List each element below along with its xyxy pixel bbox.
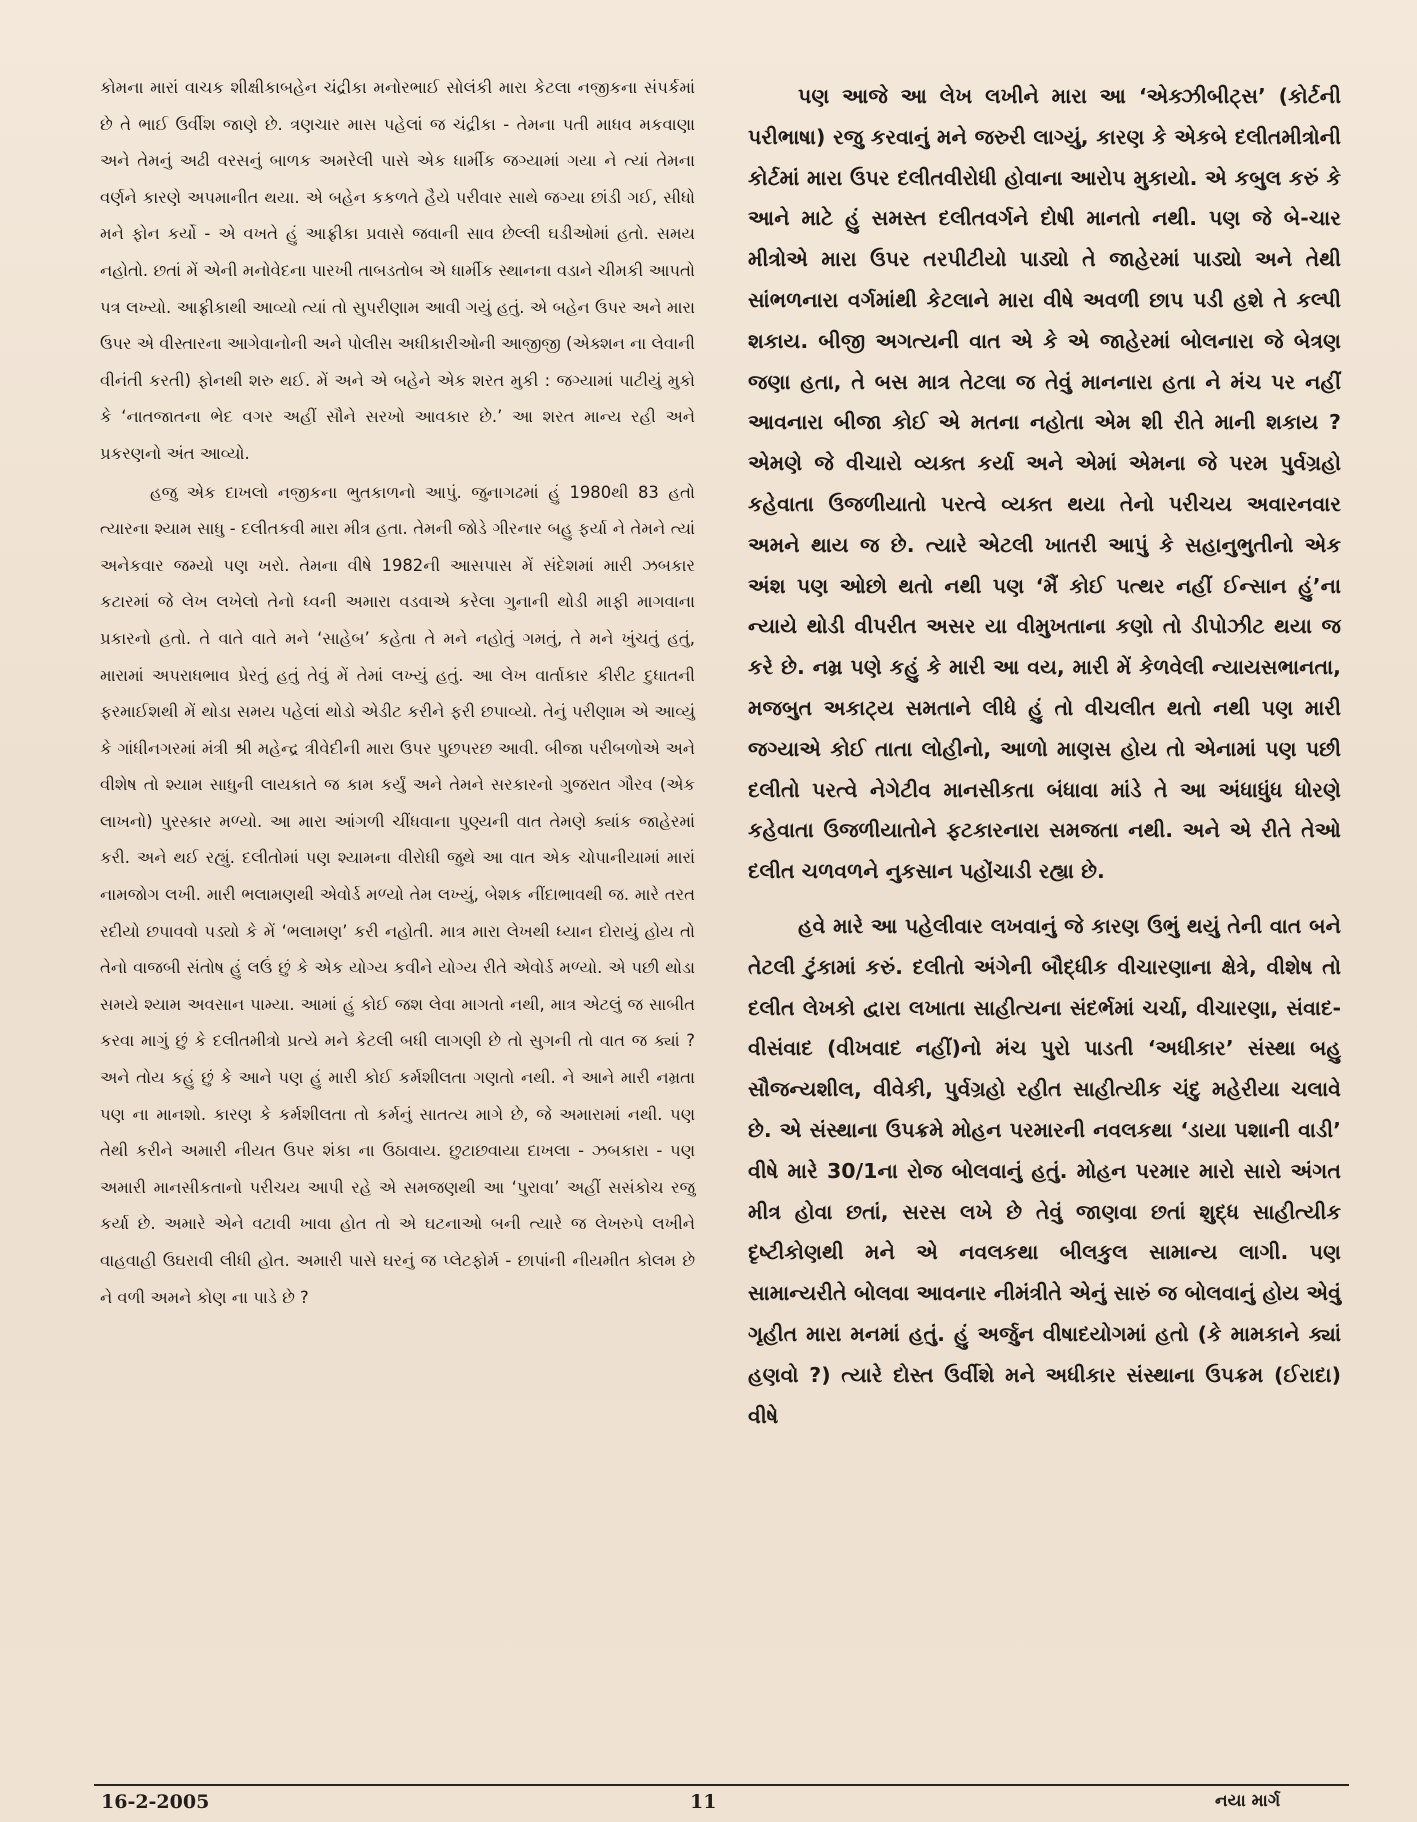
footer-rule — [94, 1784, 1349, 1786]
left-paragraph-1: કોમના મારાં વાચક શીક્ષીકાબહેન ચંદ્રીકા મનોરભાઈ સોલંકી મારા કેટલા નજીકના સંપર્કમાં છે તે ભાઈ ઉર્વીશ જાણે છે. ત્રણચાર માસ પહેલાં જ ચંદ્રીકા - તેમના પતી માધવ મકવાણા અને તેમનું અઢી વરસનું બાળક અમરેલી પાસે એક ધાર્મીક જગ્યામાં ગયા ને ત્યાં તેમના વર્ણને કારણે અપમાનીત થયા. એ બહેન કકળતે હૈયે પરીવાર સાથે જગ્યા છાંડી ગઈ, સીધો મને ફોન કર્યો - એ વખતે હું આફ્રીકા પ્રવાસે જવાની સાવ છેલ્લી ઘડીઓમાં હતો. સમય નહોતો. છતાં મેં એની મનોવેદના પારખી તાબડતોબ એ ધાર્મીક સ્થાનના વડાને ચીમકી આપતો પત્ર લખ્યો. આફ્રીકાથી આવ્યો ત્યાં તો સુપરીણામ આવી ગયું હતું. એ બહેન ઉપર અને મારા ઉપર એ વીસ્તારના આગેવાનોની અને પોલીસ અધીકારીઓની આજીજી (એક્શન ના લેવાની વીનંતી કરતી) ફોનથી શરુ થઈ. મેં અને એ બહેને એક શરત મુકી : જગ્યામાં પાટીયું મુકો કે ‘નાતજાતના ભેદ વગર અહીં સૌને સરખો આવકાર છે.’ આ શરત માન્ય રહી અને પ્રકરણનો અંત આવ્યો. — [100, 78, 695, 463]
left-paragraph-2: હજુ એક દાખલો નજીકના ભુતકાળનો આપું. જુનાગઢમાં હું 1980થી 83 હતો ત્યારના શ્યામ સાધુ - દલીતકવી મારા મીત્ર હતા. તેમની જોડે ગીરનાર બહુ ફર્યા ને તેમને ત્યાં અનેકવાર જમ્યો પણ ખરો. તેમના વીષે 1982ની આસપાસ મેં સંદેશમાં મારી ઝબકાર કટારમાં જે લેખ લખેલો તેનો ધ્વની અમારા વડવાએ કરેલા ગુનાની થોડી માફી માગવાના પ્રકારનો હતો. તે વાતે વાતે મને ‘સાહેબ’ કહેતા તે મને નહોતું ગમતું, તે મને ખુંચતું હતું, મારામાં અપરાધભાવ પ્રેરતું હતું તેવું મેં તેમાં લખ્યું હતું. આ લેખ વાર્તાકાર કીરીટ દુધાતની ફરમાઈશથી મેં થોડા સમય પહેલાં થોડો એડીટ કરીને ફરી છપાવ્યો. તેનું પરીણામ એ આવ્યું કે ગાંધીનગરમાં મંત્રી શ્રી મહેન્દ્ર ત્રીવેદીની મારા ઉપર પુછપરછ આવી. બીજા પરીબળોએ અને વીશેષ તો શ્યામ સાધુની લાયકાતે જ કામ કર્યું અને તેમને સરકારનો ગુજરાત ગૌરવ (એક લાખનો) પુરસ્કાર મળ્યો. આ મારા આંગળી ચીંધવાના પુણ્યની વાત તેમણે ક્યાંક જાહેરમાં કરી. અને થઈ રહ્યું. દલીતોમાં પણ શ્યામના વીરોધી જુથે આ વાત એક ચોપાનીયામાં મારાં નામજોગ લખી. મારી ભલામણથી એવોર્ડ મળ્યો તેમ લખ્યું, બેશક નીંદાભાવથી જ. મારે તરત રદીયો છપાવવો પડ્યો કે મેં ‘ભલામણ’ કરી નહોતી. માત્ર મારા લેખથી ધ્યાન દોરાયું હોય તો તેનો વાજબી સંતોષ હું લઉં છું કે એક યોગ્ય કવીને યોગ્ય રીતે એવોર્ડ મળ્યો. એ પછી થોડા સમયે શ્યામ અવસાન પામ્યા. આમાં હું કોઈ જશ લેવા માગતો નથી, માત્ર એટલું જ સાબીત કરવા માગું છું કે દલીતમીત્રો પ્રત્યે મને કેટલી બધી લાગણી છે તો સુગની તો વાત જ ક્યાં ? અને તોય કહું છું કે આને પણ હું મારી કોઈ કર્મશીલતા ગણતો નથી. ને આને મારી નમ્રતા પણ ના માનશો. કારણ કે કર્મશીલતા તો કર્મનું સાતત્ય માગે છે, જે અમારામાં નથી. પણ તેથી કરીને અમારી નીયત ઉપર શંકા ના ઉઠાવાય. છુટાછવાયા દાખલા - ઝબકારા - પણ અમારી માનસીકતાનો પરીચય આપી રહે એ સમજણથી આ ‘પુરાવા’ અહીં સસંકોચ રજુ કર્યા છે. અમારે એને વટાવી ખાવા હોત તો એ ઘટનાઓ બની ત્યારે જ લેખરુપે લખીને વાહવાહી ઉઘરાવી લીધી હોત. અમારી પાસે ઘરનું જ પ્લેટફોર્મ - છાપાંની નીયમીત કોલમ છે ને વળી અમને કોણ ના પાડે છે ? — [100, 482, 695, 1307]
footer-date: 16-2-2005 — [101, 1791, 210, 1813]
left-column — [100, 70, 695, 1316]
magazine-name: નયા માર્ગ — [1215, 1791, 1281, 1811]
right-paragraph-1: પણ આજે આ લેખ લખીને મારા આ ‘એક્ઝીબીટ્સ’ (કોર્ટની પરીભાષા) રજુ કરવાનું મને જરુરી લાગ્યું, કારણ કે એકબે દલીતમીત્રોની કોર્ટમાં મારા ઉપર દલીતવીરોધી હોવાના આરોપ મુકાયો. એ કબુલ કરું કે આને માટે હું સમસ્ત દલીતવર્ગને દોષી માનતો નથી. પણ જે બે-ચાર મીત્રોએ મારા ઉપર તરપીટીયો પાડ્યો તે જાહેરમાં પાડ્યો અને તેથી સાંભળનારા વર્ગમાંથી કેટલાને મારા વીષે અવળી છાપ પડી હશે તે કલ્પી શકાય. બીજી અગત્યની વાત એ કે એ જાહેરમાં બોલનારા જે બેત્રણ જણા હતા, તે બસ માત્ર તેટલા જ તેવું માનનારા હતા ને મંચ પર નહીં આવનારા બીજા કોઈ એ મતના નહોતા એમ શી રીતે માની શકાય ? એમણે જે વીચારો વ્યક્ત કર્યા અને એમાં એમના જે પરમ પુર્વગ્રહો કહેવાતા ઉજળીયાતો પરત્વે વ્યક્ત થયા તેનો પરીચય અવારનવાર અમને થાય જ છે. ત્યારે એટલી ખાતરી આપું કે સહાનુભુતીનો એક અંશ પણ ઓછો થતો નથી પણ ‘મૈં કોઈ પત્થર નહીં ઈન્સાન હું’ના ન્યાયે થોડી વીપરીત અસર યા વીમુખતાના કણો તો ડીપોઝીટ થયા જ કરે છે. નમ્ર પણે કહું કે મારી આ વય, મારી મેં કેળવેલી ન્યાયસભાનતા, મજબુત અકાટ્ય સમતાને લીધે હું તો વીચલીત થતો નથી પણ મારી જગ્યાએ કોઈ તાતા લોહીનો, આળો માણસ હોય તો એનામાં પણ પછી દલીતો પરત્વે નેગેટીવ માનસીકતા બંધાવા માંડે તે આ અંધાધુંધ ધોરણે કહેવાતા ઉજળીયાતોને ફટકારનારા સમજતા નથી. અને એ રીતે તેઓ દલીત ચળવળને નુકસાન પહોંચાડી રહ્યા છે. — [748, 84, 1341, 884]
page-number: 11 — [690, 1791, 717, 1813]
right-paragraph-2: હવે મારે આ પહેલીવાર લખવાનું જે કારણ ઉભું થયું તેની વાત બને તેટલી ટુંકામાં કરું. દલીતો અંગેની બૌદ્ધીક વીચારણાના ક્ષેત્રે, વીશેષ તો દલીત લેખકો દ્વારા લખાતા સાહીત્યના સંદર્ભમાં ચર્ચા, વીચારણા, સંવાદ-વીસંવાદ (વીખવાદ નહીં)નો મંચ પુરો પાડતી ‘અધીકાર’ સંસ્થા બહુ સૌજન્યશીલ, વીવેકી, પુર્વગ્રહો રહીત સાહીત્યીક ચંદુ મહેરીયા ચલાવે છે. એ સંસ્થાના ઉપક્રમે મોહન પરમારની નવલકથા ‘ડાયા પશાની વાડી’ વીષે મારે 30/1ના રોજ બોલવાનું હતું. મોહન પરમાર મારો સારો અંગત મીત્ર હોવા છતાં, સરસ લખે છે તેવું જાણવા છતાં શુદ્ધ સાહીત્યીક દૃષ્ટીકોણથી મને એ નવલકથા બીલકુલ સામાન્ય લાગી. પણ સામાન્યરીતે બોલવા આવનાર નીમંત્રીતે એનું સારું જ બોલવાનું હોય એવું ગૃહીત મારા મનમાં હતું. હું અર્જુન વીષાદયોગમાં હતો (કે મામકાને ક્યાં હણવો ?) ત્યારે દોસ્ત ઉર્વીશે મને અધીકાર સંસ્થાના ઉપક્રમ (ઈરાદા) વીષે — [748, 913, 1341, 1428]
right-column — [748, 76, 1341, 1436]
